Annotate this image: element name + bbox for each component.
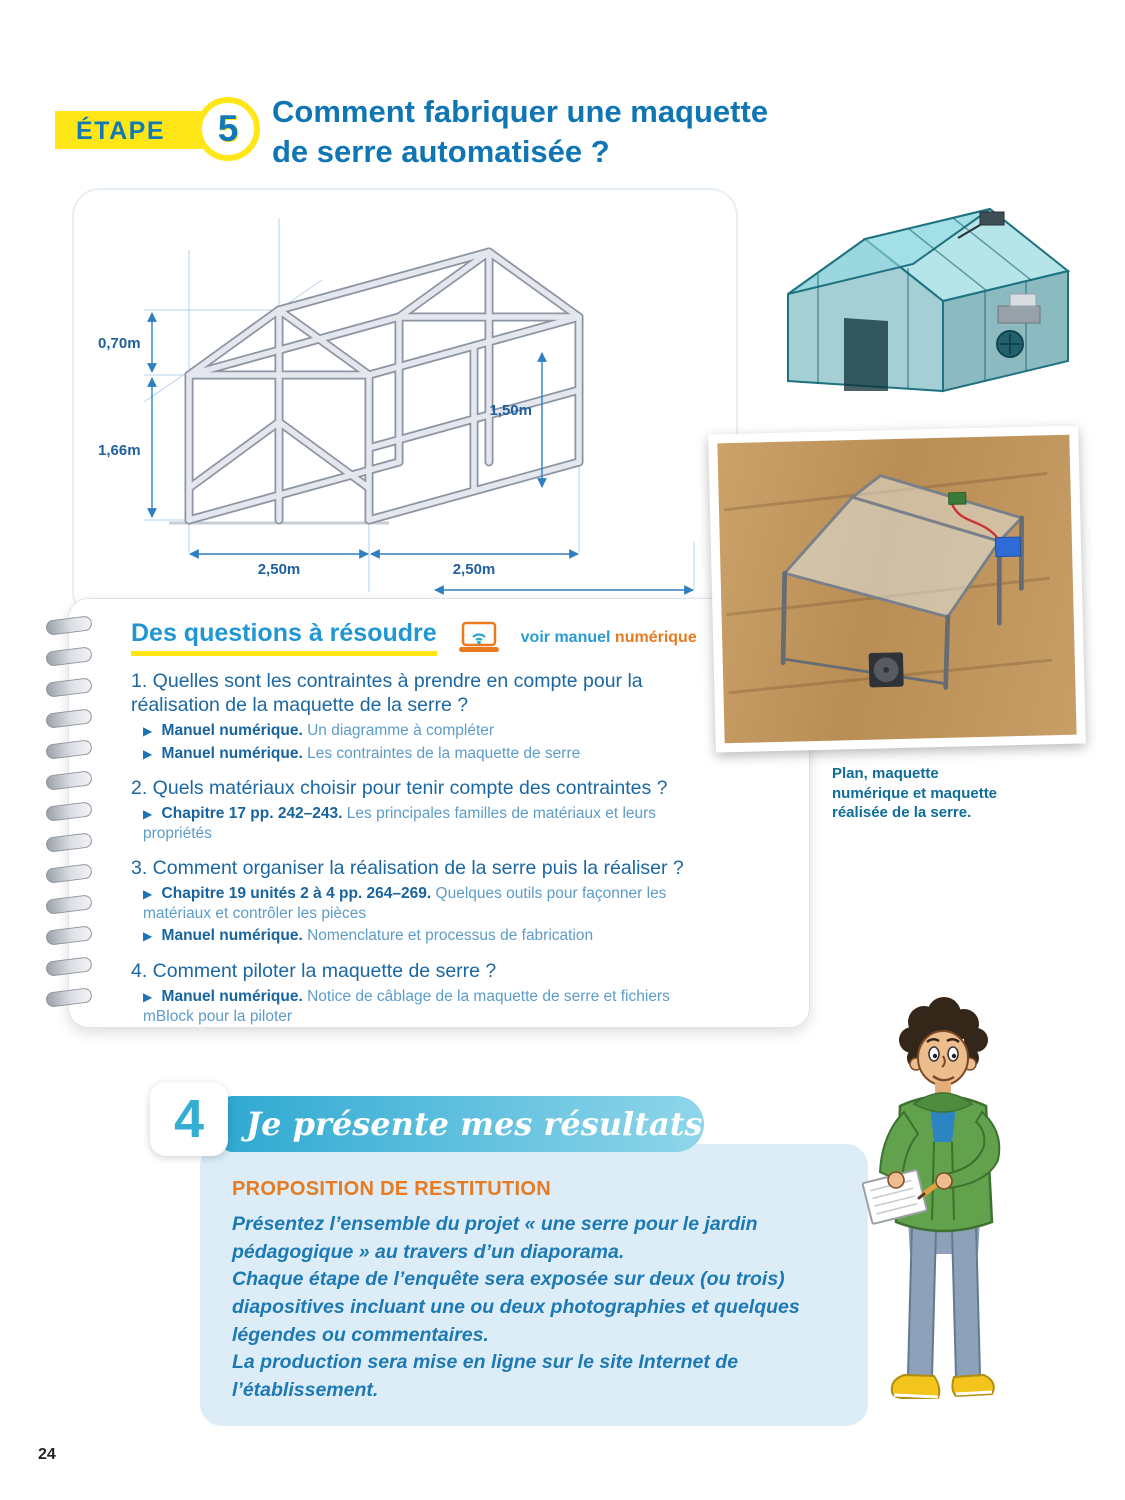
page-title	[272, 92, 768, 173]
figure-caption: Plan, maquette numérique et maquette réalisée de la serre.	[832, 765, 998, 821]
see-digital-manual-note	[521, 629, 697, 647]
restitution-paragraph-2: Chaque étape de l’enquête sera exposée sur deux (ou trois) diapositives incluant une ou deux photographies et quelques légendes ou commentaires.	[232, 1268, 800, 1346]
page-title-line2: de serre automatisée ?	[272, 134, 610, 170]
triangle-bullet-icon: ▶	[143, 806, 153, 821]
dim-roof-rise: 0,70m	[98, 335, 141, 352]
model-photo-background	[717, 435, 1076, 744]
student-illustration	[852, 982, 1032, 1447]
triangle-bullet-icon: ▶	[143, 746, 153, 761]
question-3: 3. Comment organiser la réalisation de la serre puis la réaliser ?	[131, 857, 684, 880]
dim-width-front: 2,50m	[257, 561, 301, 578]
triangle-bullet-icon: ▶	[143, 989, 153, 1004]
page-title-line1: Comment fabriquer une maquette	[272, 94, 769, 129]
dim-width-side: 2,50m	[452, 561, 496, 578]
question-4-ref-1: ▶ Manuel numérique. Notice de câblage de la maquette de serre et fichiers mBlock pour la piloter	[143, 987, 670, 1025]
cad-greenhouse-drawing	[748, 176, 1110, 434]
triangle-bullet-icon: ▶	[143, 886, 153, 901]
restitution-paragraph-3: La production sera mise en ligne sur le site Internet de l’établissement.	[232, 1351, 739, 1402]
cad-render	[748, 176, 1110, 434]
question-1-ref-2: ▶ Manuel numérique. Les contraintes de la maquette de serre	[143, 744, 581, 762]
question-1-ref-1: ▶ Manuel numérique. Un diagramme à compléter	[143, 721, 495, 739]
etape-number-badge: 5	[196, 97, 260, 161]
restitution-heading: PROPOSITION DE RESTITUTION	[232, 1178, 551, 1200]
dim-wall-height: 1,66m	[98, 442, 141, 459]
question-4: 4. Comment piloter la maquette de serre ?	[131, 960, 497, 983]
question-1: 1. Quelles sont les contraintes à prendre en compte pour la réalisation de la maquette de la serre ?	[131, 670, 643, 717]
restitution-panel	[200, 1144, 868, 1426]
question-3-ref-2: ▶ Manuel numérique. Nomenclature et processus de fabrication	[143, 927, 594, 945]
restitution-paragraph-1: Présentez l’ensemble du projet « une serre pour le jardin pédagogique » au travers d’un diaporama.	[232, 1213, 758, 1263]
page-number: 24	[38, 1446, 56, 1463]
dim-inner-height: 1,50m	[489, 402, 532, 419]
frame-fill	[189, 252, 579, 520]
questions-heading: Des questions à résoudre	[131, 619, 437, 656]
spiral-binding	[46, 618, 92, 1005]
question-2: 2. Quels matériaux choisir pour tenir compte des contraintes ?	[131, 777, 668, 800]
etape-label: ÉTAPE	[76, 117, 165, 145]
results-banner: Je présente mes résultats	[222, 1096, 704, 1152]
step-number-badge: 4	[150, 1082, 228, 1156]
greenhouse-plan-figure	[72, 188, 738, 620]
model-photo-drawing	[717, 435, 1058, 725]
see-manual-text: voir manuel	[520, 628, 611, 646]
question-2-ref-1: ▶ Chapitre 17 pp. 242–243. Les principales familles de matériaux et leurs propriétés	[143, 804, 657, 842]
triangle-bullet-icon: ▶	[143, 929, 153, 944]
model-photo	[708, 426, 1086, 753]
question-3-ref-1: ▶ Chapitre 19 unités 2 à 4 pp. 264–269. Quelques outils pour façonner les matériaux et contrôler les pièces	[143, 884, 667, 922]
laptop-wifi-icon	[457, 621, 501, 654]
see-manual-highlight: numérique	[614, 628, 697, 646]
greenhouse-plan-drawing	[74, 190, 732, 614]
questions-card	[68, 598, 810, 1028]
triangle-bullet-icon: ▶	[143, 723, 153, 738]
